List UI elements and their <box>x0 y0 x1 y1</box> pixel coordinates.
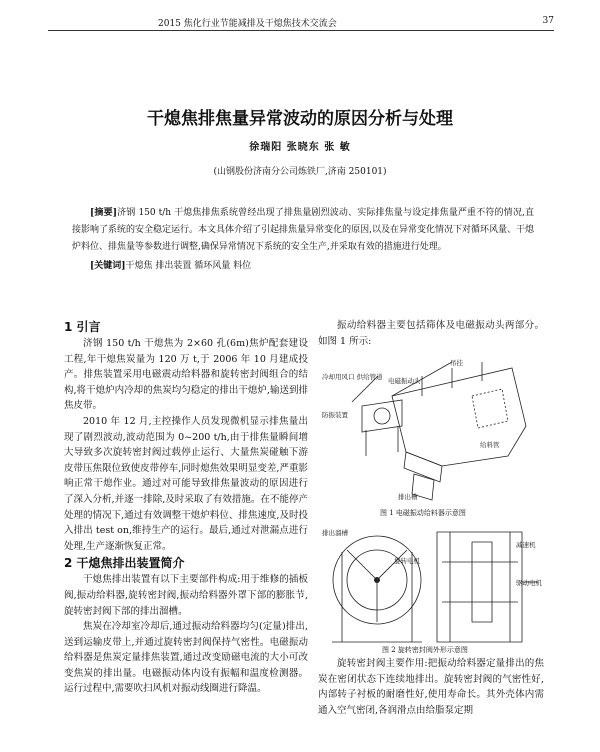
fig2-label: 减速机 <box>516 541 536 549</box>
fig1-label: 吊挂 <box>450 359 463 367</box>
paragraph: 济钢 150 t/h 干熄焦为 2×60 孔(6m)焦炉配套建设工程,年干熄焦炭量为 120 万 t,于 2006 年 10 月建成投产。排焦装置采用电磁震动给料器和旋转密封阀组合的结构,将干熄炉内冷却的焦炭均匀稳定的排出干熄炉,输送到排焦皮带。 <box>64 338 308 412</box>
figure-2-rotary-valve-diagram <box>322 522 544 650</box>
paragraph: 振动给料器主要包括筛体及电磁振动头两部分。如图 1 所示: <box>318 320 544 347</box>
fig1-label: 防振装置 <box>322 411 348 419</box>
abstract-text: 济钢 150 t/h 干熄焦排焦系统曾经出现了排焦量剧烈波动、实际排焦量与设定排焦量严重不符的情况,直接影响了系统的安全稳定运行。本文具体介绍了引起排焦量异常变化的原因,以及在异常变化情况下对循环风量、干熄炉料位、排焦量等参数进行调整,确保异常情况下系统的安全生产,并采取有效的措施进行处理。 <box>72 208 534 252</box>
running-header <box>48 14 554 31</box>
fig1-label: 排出槽 <box>398 493 418 501</box>
figure-2-caption: 图 2 旋转密封阀外形示意图 <box>382 646 468 654</box>
fig1-label: 电磁振动头 <box>388 377 421 385</box>
section-heading-intro: 1 引言 <box>64 320 101 334</box>
abstract <box>72 205 534 256</box>
authors: 徐瑞阳 张晓东 张 敏 <box>249 142 351 153</box>
fig1-label: 冷却用风口 供给管道 <box>322 373 383 381</box>
conference-name: 2015 焦化行业节能减排及干熄焦技术交流会 <box>158 19 337 29</box>
paragraph: 2010 年 12 月,主控操作人员发现微机显示排焦量出现了剧烈波动,波动范围为 0~200 t/h,由于排焦量瞬间增大导致多次旋转密封阀过载停止运行、大量焦炭碰触下游皮带压焦限位致使皮带停车,同时熄焦效果明显变差,严重影响正常干熄作业。通过对可能导致排焦量波动的原因进行了深入分析,并逐一排除,及时采取了有效措施。在不能停产处理的情况下,通过有效调整干熄炉料位、排焦速度,及时投入排出 test on,维持生产的运行。最后,通过对泄漏点进行处理,生产逐渐恢复正常。 <box>64 415 308 552</box>
paper-title: 干熄焦排焦量异常波动的原因分析与处理 <box>147 109 453 129</box>
right-column-top <box>318 318 544 349</box>
fig2-label: 驱动电机 <box>516 579 542 587</box>
paragraph: 干熄焦排出装置有以下主要部件构成:用于维修的插板阀,振动给料器,旋转密封阀,振动给料器外罩下部的膨胀节,旋转密封阀下部的排出溜槽。 <box>64 574 308 617</box>
keywords-label: [关键词] <box>90 261 126 271</box>
abstract-label: [摘要] <box>90 208 117 218</box>
fig1-label: 给料管 <box>480 441 500 449</box>
keywords <box>90 258 534 271</box>
fig2-label: 旋转电机 <box>394 557 420 565</box>
page-number: 37 <box>542 16 554 26</box>
right-column-bottom <box>318 656 544 718</box>
section-heading-device: 2 干熄焦排出装置简介 <box>64 556 185 571</box>
figure-1-caption: 图 1 电磁振动给料器示意图 <box>380 509 466 517</box>
left-column <box>64 318 308 697</box>
affiliation: (山钢股份济南分公司炼铁厂,济南 250101) <box>213 167 387 177</box>
keywords-text: 干熄焦 排出装置 循环风量 料位 <box>125 261 252 271</box>
fig2-label: 排出溜槽 <box>322 529 348 537</box>
paragraph: 焦炭在冷却室冷却后,通过振动给料器均匀(定量)排出,送到运输皮带上,并通过旋转密封阀保持气密性。电磁振动给料器是焦炭定量排焦装置,通过改变励磁电流的大小可改变焦炭的排出量。电磁振动体内设有振幅和温度检测器。运行过程中,需要吹扫风机对振动线圈进行降温。 <box>64 621 308 695</box>
paragraph: 旋转密封阀主要作用:把振动给料器定量排出的焦炭在密闭状态下连续地排出。旋转密封阀的气密性好,内部转子衬板的耐磨性好,使用寿命长。其外壳体内需通入空气密闭,各润滑点由给脂泵定期 <box>318 658 544 716</box>
